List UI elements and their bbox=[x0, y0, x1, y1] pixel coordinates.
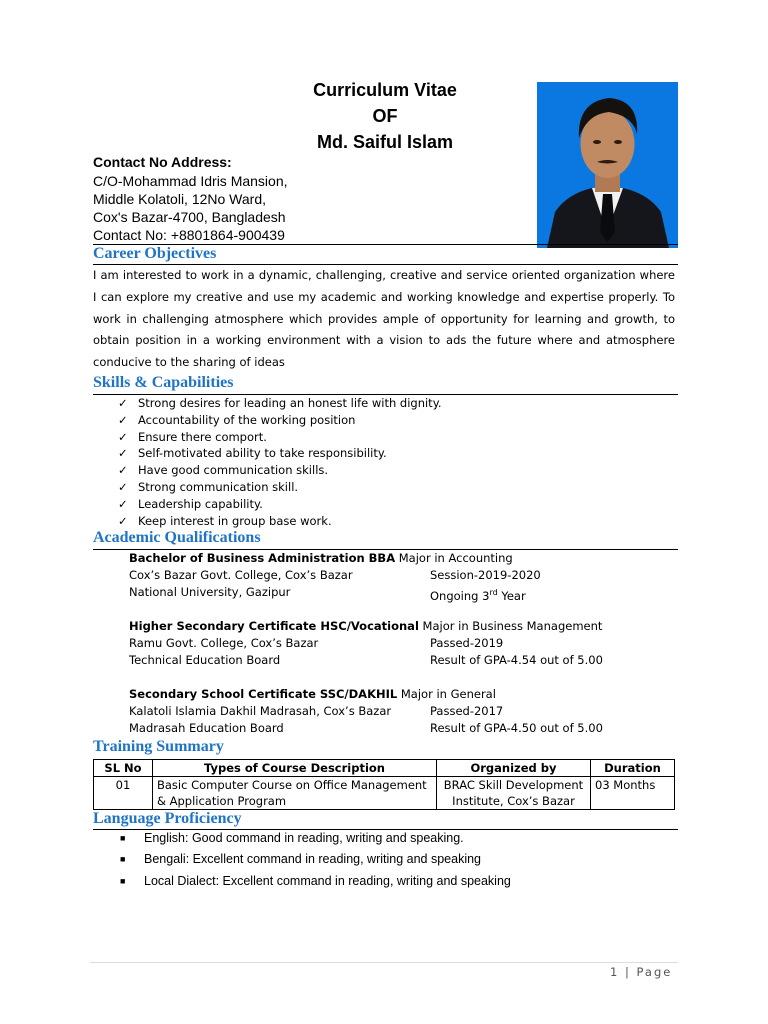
contact-heading: Contact No Address: bbox=[93, 154, 232, 170]
cell-sl: 01 bbox=[94, 777, 153, 810]
qualification-board: Madrasah Education Board bbox=[129, 721, 284, 735]
skill-item: ✓ Strong communication skill. bbox=[118, 480, 299, 494]
page-footer bbox=[610, 965, 672, 979]
qualification-board: National University, Gazipur bbox=[129, 585, 291, 599]
section-heading-career: Career Objectives bbox=[93, 245, 217, 262]
check-icon: ✓ bbox=[118, 463, 128, 477]
square-bullet-icon: ■ bbox=[120, 876, 126, 886]
language-item: ■ English: Good command in reading, writing and speaking. bbox=[120, 831, 464, 845]
check-icon: ✓ bbox=[118, 446, 128, 460]
section-heading-academic: Academic Qualifications bbox=[93, 529, 261, 546]
qualification-institution: Cox’s Bazar Govt. College, Cox’s Bazar bbox=[129, 568, 353, 582]
language-item: ■ Local Dialect: Excellent command in reading, writing and speaking bbox=[120, 874, 511, 888]
page-number: 1 bbox=[610, 965, 620, 979]
skill-item: ✓ Ensure there comport. bbox=[118, 430, 267, 444]
square-bullet-icon: ■ bbox=[120, 854, 126, 864]
qualification-session: Session-2019-2020 bbox=[430, 568, 541, 582]
skill-item: ✓ Self-motivated ability to take responsibility. bbox=[118, 446, 387, 460]
contact-line: Middle Kolatoli, 12No Ward, bbox=[93, 191, 267, 207]
page-word: Page bbox=[636, 965, 673, 979]
qualification-degree: Secondary School Certificate SSC/DAKHIL Major in General bbox=[129, 687, 496, 701]
contact-line: Cox's Bazar-4700, Bangladesh bbox=[93, 209, 286, 225]
qualification-status: Ongoing 3rd Year bbox=[430, 588, 526, 603]
table-row bbox=[94, 777, 675, 810]
contact-phone: Contact No: +8801864-900439 bbox=[93, 227, 285, 243]
cv-title: Curriculum Vitae bbox=[313, 80, 457, 100]
qualification-result: Result of GPA-4.54 out of 5.00 bbox=[430, 653, 603, 667]
section-heading-training: Training Summary bbox=[93, 738, 224, 755]
training-table bbox=[93, 759, 675, 810]
check-icon: ✓ bbox=[118, 497, 128, 511]
qualification-institution: Kalatoli Islamia Dakhil Madrasah, Cox’s Bazar bbox=[129, 704, 392, 718]
table-header-row bbox=[94, 760, 675, 777]
check-icon: ✓ bbox=[118, 480, 128, 494]
language-item: ■ Bengali: Excellent command in reading, writing and speaking bbox=[120, 852, 481, 866]
footer-divider bbox=[90, 962, 678, 963]
column-header: SL No bbox=[94, 760, 153, 777]
check-icon: ✓ bbox=[118, 396, 128, 410]
section-heading-language: Language Proficiency bbox=[93, 810, 242, 827]
cell-duration: 03 Months bbox=[591, 777, 675, 810]
qualification-degree: Higher Secondary Certificate HSC/Vocational Major in Business Management bbox=[129, 619, 603, 633]
qualification-degree: Bachelor of Business Administration BBA Major in Accounting bbox=[129, 551, 513, 565]
check-icon: ✓ bbox=[118, 430, 128, 444]
section-heading-skills: Skills & Capabilities bbox=[93, 374, 234, 391]
column-header: Organized by bbox=[437, 760, 591, 777]
qualification-passed: Passed-2017 bbox=[430, 704, 504, 718]
skill-item: ✓ Keep interest in group base work. bbox=[118, 514, 332, 528]
skill-item: ✓ Have good communication skills. bbox=[118, 463, 329, 477]
cv-title-of: OF bbox=[372, 106, 398, 126]
skill-item: ✓ Accountability of the working position bbox=[118, 413, 356, 427]
qualification-result: Result of GPA-4.50 out of 5.00 bbox=[430, 721, 603, 735]
check-icon: ✓ bbox=[118, 514, 128, 528]
footer-separator: | bbox=[624, 965, 631, 979]
portrait-illustration bbox=[537, 82, 678, 248]
column-header: Types of Course Description bbox=[153, 760, 437, 777]
column-header: Duration bbox=[591, 760, 675, 777]
qualification-board: Technical Education Board bbox=[129, 653, 281, 667]
cell-organizer: BRAC Skill Development Institute, Cox’s Bazar bbox=[437, 777, 591, 810]
check-icon: ✓ bbox=[118, 413, 128, 427]
skill-item: ✓ Strong desires for leading an honest life with dignity. bbox=[118, 396, 442, 410]
qualification-institution: Ramu Govt. College, Cox’s Bazar bbox=[129, 636, 319, 650]
career-objective-text: I am interested to work in a dynamic, challenging, creative and service oriented organization where I can explore my creative and use my academic and working knowledge and expertise properly. To work in challenging atmosphere which provides ample of opportunity for learning and growth, to obtain position in a working environment with a vision to ads the future where and atmosphere conducive to the sharing of ideas bbox=[93, 268, 675, 370]
contact-line: C/O-Mohammad Idris Mansion, bbox=[93, 173, 288, 189]
square-bullet-icon: ■ bbox=[120, 833, 126, 843]
skill-item: ✓ Leadership capability. bbox=[118, 497, 263, 511]
cv-name: Md. Saiful Islam bbox=[316, 132, 454, 152]
cell-description: Basic Computer Course on Office Management & Application Program bbox=[153, 777, 437, 810]
qualification-passed: Passed-2019 bbox=[430, 636, 504, 650]
profile-photo bbox=[537, 82, 678, 248]
